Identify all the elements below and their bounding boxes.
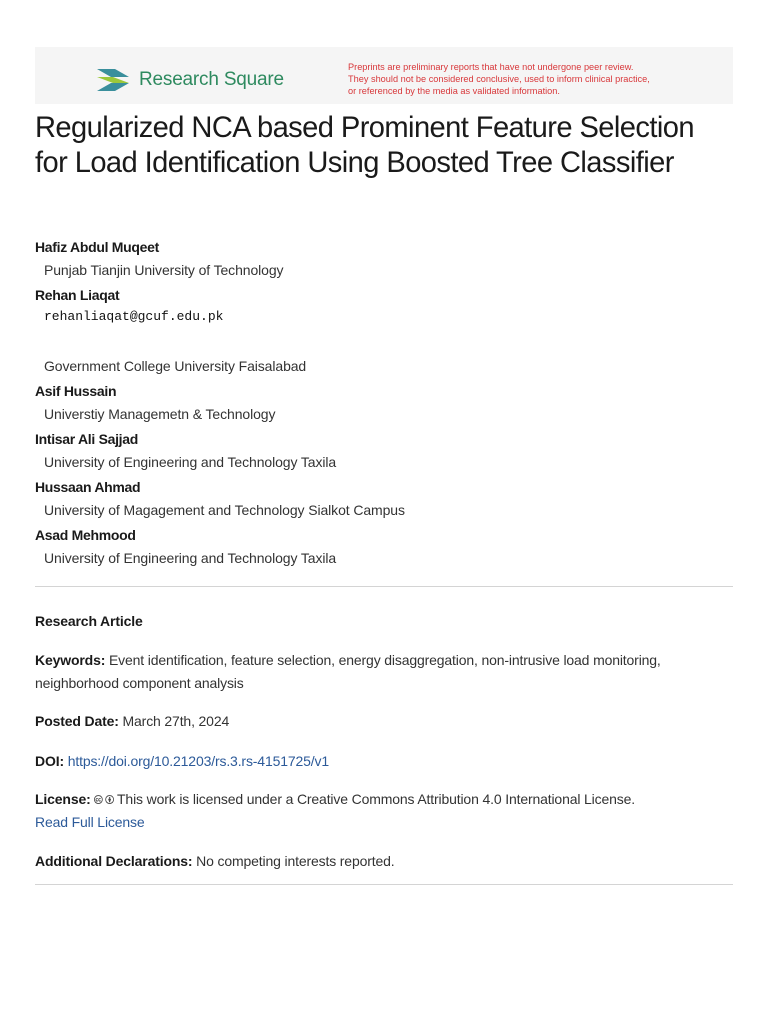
author-name: Asad Mehmood — [35, 527, 136, 543]
author-entry — [35, 429, 735, 477]
read-full-license-link[interactable]: Read Full License — [35, 814, 145, 830]
disclaimer-line: Preprints are preliminary reports that have not undergone peer review. — [348, 62, 634, 72]
doi-link[interactable]: https://doi.org/10.21203/rs.3.rs-4151725/v1 — [67, 753, 329, 769]
author-name: Rehan Liaqat — [35, 287, 120, 303]
preprint-disclaimer — [348, 61, 708, 97]
author-name: Asif Hussain — [35, 383, 117, 399]
author-list — [35, 237, 735, 573]
keywords-value: Event identification, feature selection, energy disaggregation, non-intrusive load monitoring, neighborhood component analysis — [35, 652, 661, 691]
author-affiliation: Government College University Faisalabad — [44, 358, 307, 374]
divider — [35, 586, 733, 587]
posted-date-section — [35, 710, 735, 733]
license-value: This work is licensed under a Creative Commons Attribution 4.0 International License. — [117, 791, 635, 807]
author-affiliation: University of Magagement and Technology Sialkot Campus — [44, 502, 405, 518]
author-affiliation: Universtiy Managemetn & Technology — [44, 406, 276, 422]
posted-date-label: Posted Date: — [35, 713, 119, 729]
author-name: Hussaan Ahmad — [35, 479, 141, 495]
author-email[interactable]: rehanliaqat@gcuf.edu.pk — [44, 309, 224, 324]
logo-text: Research Square — [139, 69, 284, 90]
disclaimer-line: or referenced by the media as validated information. — [348, 86, 560, 96]
author-name: Intisar Ali Sajjad — [35, 431, 139, 447]
doi-section — [35, 750, 735, 773]
research-square-logo[interactable] — [95, 66, 284, 94]
paper-title: Regularized NCA based Prominent Feature Selection for Load Identification Using Boosted Tree Classifier — [35, 111, 694, 179]
author-affiliation: Punjab Tianjin University of Technology — [44, 262, 284, 278]
author-entry — [35, 477, 735, 525]
author-name: Hafiz Abdul Muqeet — [35, 239, 159, 255]
divider — [35, 884, 733, 885]
declarations-label: Additional Declarations: — [35, 853, 193, 869]
doi-label: DOI: — [35, 753, 64, 769]
keywords-section — [35, 649, 735, 695]
author-entry — [35, 285, 735, 381]
author-entry — [35, 237, 735, 285]
creative-commons-icon: 🅭 🅯 — [94, 792, 114, 807]
license-label: License: — [35, 791, 91, 807]
declarations-value: No competing interests reported. — [196, 853, 395, 869]
declarations-section — [35, 850, 735, 873]
research-square-logo-icon — [95, 66, 131, 94]
author-affiliation: University of Engineering and Technology Taxila — [44, 454, 337, 470]
author-entry — [35, 381, 735, 429]
license-section — [35, 788, 735, 834]
disclaimer-line: They should not be considered conclusive, used to inform clinical practice, — [348, 74, 650, 84]
author-entry — [35, 525, 735, 573]
posted-date-value: March 27th, 2024 — [122, 713, 230, 729]
author-affiliation: University of Engineering and Technology Taxila — [44, 550, 337, 566]
keywords-label: Keywords: — [35, 652, 106, 668]
article-type: Research Article — [35, 613, 143, 629]
